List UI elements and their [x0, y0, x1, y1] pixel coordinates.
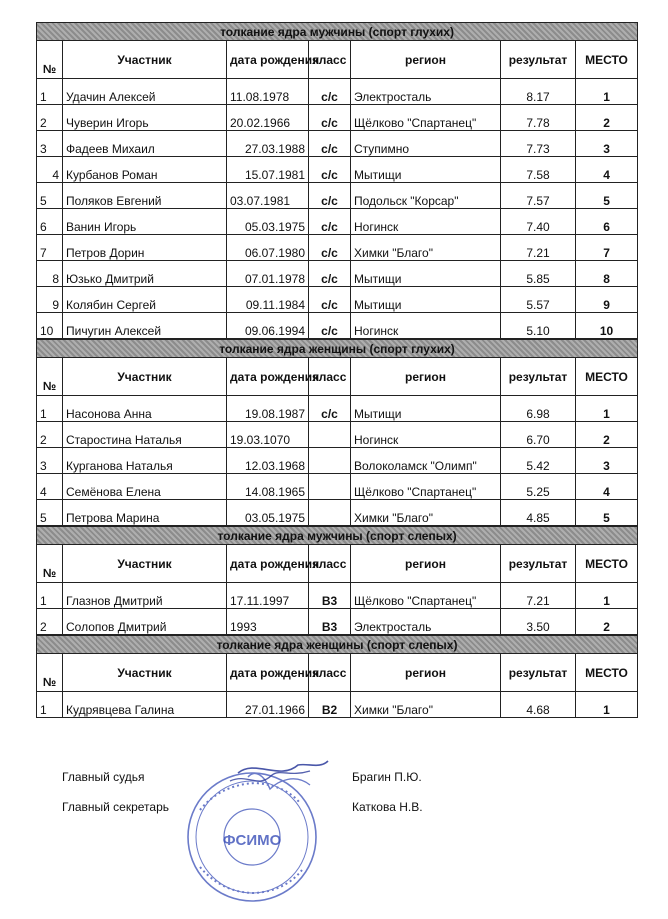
cell-num: 3 [37, 131, 63, 157]
cell-num: 2 [37, 609, 63, 635]
cell-place: 10 [576, 313, 638, 339]
cell-date: 19.03.1070 [227, 422, 309, 448]
table-row [37, 287, 638, 313]
col-date-header: дата рождения [227, 41, 309, 79]
cell-date: 27.01.1966 [227, 692, 309, 718]
cell-date: 27.03.1988 [227, 131, 309, 157]
cell-region: Щёлково "Спартанец" [351, 474, 501, 500]
cell-region: Электросталь [351, 609, 501, 635]
col-name-header: Участник [63, 41, 227, 79]
cell-name: Старостина Наталья [63, 422, 227, 448]
cell-region: Ногинск [351, 422, 501, 448]
cell-date: 09.06.1994 [227, 313, 309, 339]
col-num-header: № [37, 654, 63, 692]
col-class-header: класс [309, 545, 351, 583]
table-row [37, 105, 638, 131]
cell-name: Кудрявцева Галина [63, 692, 227, 718]
cell-result: 5.25 [501, 474, 576, 500]
table-row [37, 422, 638, 448]
table-row [37, 157, 638, 183]
cell-date: 19.08.1987 [227, 396, 309, 422]
table-row [37, 692, 638, 718]
cell-name: Курганова Наталья [63, 448, 227, 474]
cell-num: 7 [37, 235, 63, 261]
cell-num: 4 [37, 474, 63, 500]
cell-place: 5 [576, 183, 638, 209]
cell-place: 4 [576, 474, 638, 500]
section-title: толкание ядра мужчины (спорт слепых) [37, 527, 638, 545]
col-result-header: результат [501, 545, 576, 583]
cell-result: 5.57 [501, 287, 576, 313]
table-row [37, 235, 638, 261]
cell-class: В3 [309, 583, 351, 609]
cell-class: В2 [309, 692, 351, 718]
cell-place: 6 [576, 209, 638, 235]
cell-place: 2 [576, 422, 638, 448]
cell-num: 2 [37, 105, 63, 131]
cell-place: 2 [576, 105, 638, 131]
cell-result: 6.70 [501, 422, 576, 448]
col-place-header: МЕСТО [576, 545, 638, 583]
cell-name: Семёнова Елена [63, 474, 227, 500]
table-row [37, 261, 638, 287]
official-stamp-icon [160, 755, 330, 905]
cell-date: 20.02.1966 [227, 105, 309, 131]
col-name-header: Участник [63, 358, 227, 396]
col-result-header: результат [501, 358, 576, 396]
cell-region: Мытищи [351, 157, 501, 183]
cell-num: 3 [37, 448, 63, 474]
cell-region: Подольск "Корсар" [351, 183, 501, 209]
cell-region: Химки "Благо" [351, 500, 501, 526]
cell-place: 5 [576, 500, 638, 526]
cell-class: с/с [309, 157, 351, 183]
cell-place: 2 [576, 609, 638, 635]
chief-judge-label: Главный судья [62, 770, 145, 784]
table-row [37, 500, 638, 526]
cell-class: с/с [309, 235, 351, 261]
cell-result: 7.58 [501, 157, 576, 183]
col-num-header: № [37, 358, 63, 396]
cell-num: 4 [37, 157, 63, 183]
cell-region: Щёлково "Спартанец" [351, 105, 501, 131]
cell-place: 3 [576, 131, 638, 157]
cell-class: с/с [309, 209, 351, 235]
cell-num: 5 [37, 500, 63, 526]
cell-result: 4.85 [501, 500, 576, 526]
cell-date: 1993 [227, 609, 309, 635]
cell-result: 7.21 [501, 583, 576, 609]
col-place-header: МЕСТО [576, 41, 638, 79]
section-title: толкание ядра мужчины (спорт глухих) [37, 23, 638, 41]
section-women-deaf [36, 339, 638, 526]
cell-region: Мытищи [351, 261, 501, 287]
cell-date: 09.11.1984 [227, 287, 309, 313]
cell-result: 7.21 [501, 235, 576, 261]
cell-region: Электросталь [351, 79, 501, 105]
cell-class: В3 [309, 609, 351, 635]
cell-class: с/с [309, 131, 351, 157]
cell-name: Ванин Игорь [63, 209, 227, 235]
cell-date: 17.11.1997 [227, 583, 309, 609]
table-row [37, 474, 638, 500]
cell-name: Чуверин Игорь [63, 105, 227, 131]
cell-class: с/с [309, 313, 351, 339]
cell-class [309, 500, 351, 526]
cell-region: Ногинск [351, 209, 501, 235]
col-region-header: регион [351, 41, 501, 79]
chief-secretary-label: Главный секретарь [62, 800, 169, 814]
cell-place: 1 [576, 396, 638, 422]
table-row [37, 209, 638, 235]
cell-result: 3.50 [501, 609, 576, 635]
cell-name: Удачин Алексей [63, 79, 227, 105]
cell-date: 11.08.1978 [227, 79, 309, 105]
table-row [37, 583, 638, 609]
cell-result: 5.10 [501, 313, 576, 339]
table-row [37, 131, 638, 157]
col-region-header: регион [351, 654, 501, 692]
col-name-header: Участник [63, 545, 227, 583]
cell-place: 9 [576, 287, 638, 313]
cell-date: 07.01.1978 [227, 261, 309, 287]
cell-name: Глазнов Дмитрий [63, 583, 227, 609]
cell-date: 03.07.1981 [227, 183, 309, 209]
table-row [37, 609, 638, 635]
col-place-header: МЕСТО [576, 654, 638, 692]
col-num-header: № [37, 545, 63, 583]
col-date-header: дата рождения [227, 654, 309, 692]
stamp-center-text: ФСИМО [222, 832, 282, 849]
table-row [37, 448, 638, 474]
section-men-deaf [36, 22, 638, 339]
cell-region: Химки "Благо" [351, 235, 501, 261]
cell-region: Волоколамск "Олимп" [351, 448, 501, 474]
cell-num: 6 [37, 209, 63, 235]
section-title: толкание ядра женщины (спорт глухих) [37, 340, 638, 358]
cell-class: с/с [309, 79, 351, 105]
cell-name: Солопов Дмитрий [63, 609, 227, 635]
cell-result: 5.42 [501, 448, 576, 474]
cell-result: 6.98 [501, 396, 576, 422]
signatures [62, 766, 622, 906]
cell-place: 1 [576, 583, 638, 609]
cell-place: 4 [576, 157, 638, 183]
table-row [37, 79, 638, 105]
cell-class: с/с [309, 396, 351, 422]
cell-class: с/с [309, 105, 351, 131]
section-title: толкание ядра женщины (спорт слепых) [37, 636, 638, 654]
cell-num: 2 [37, 422, 63, 448]
cell-name: Насонова Анна [63, 396, 227, 422]
cell-num: 5 [37, 183, 63, 209]
cell-class: с/с [309, 287, 351, 313]
cell-date: 14.08.1965 [227, 474, 309, 500]
col-place-header: МЕСТО [576, 358, 638, 396]
results-sheet [36, 22, 637, 718]
cell-date: 06.07.1980 [227, 235, 309, 261]
cell-num: 8 [37, 261, 63, 287]
cell-name: Петров Дорин [63, 235, 227, 261]
cell-place: 3 [576, 448, 638, 474]
cell-result: 7.57 [501, 183, 576, 209]
cell-date: 12.03.1968 [227, 448, 309, 474]
cell-place: 1 [576, 79, 638, 105]
cell-region: Ступимно [351, 131, 501, 157]
cell-place: 7 [576, 235, 638, 261]
chief-secretary-name: Каткова Н.В. [352, 800, 423, 814]
cell-class: с/с [309, 183, 351, 209]
cell-region: Химки "Благо" [351, 692, 501, 718]
cell-name: Фадеев Михаил [63, 131, 227, 157]
col-result-header: результат [501, 41, 576, 79]
chief-judge-name: Брагин П.Ю. [352, 770, 422, 784]
cell-name: Колябин Сергей [63, 287, 227, 313]
cell-region: Щёлково "Спартанец" [351, 583, 501, 609]
section-women-blind [36, 635, 638, 718]
cell-result: 5.85 [501, 261, 576, 287]
cell-class [309, 422, 351, 448]
cell-name: Курбанов Роман [63, 157, 227, 183]
section-men-blind [36, 526, 638, 635]
cell-result: 4.68 [501, 692, 576, 718]
cell-place: 1 [576, 692, 638, 718]
table-row [37, 313, 638, 339]
col-region-header: регион [351, 358, 501, 396]
cell-class: с/с [309, 261, 351, 287]
cell-num: 1 [37, 396, 63, 422]
col-result-header: результат [501, 654, 576, 692]
table-row [37, 183, 638, 209]
cell-region: Мытищи [351, 287, 501, 313]
cell-name: Пичугин Алексей [63, 313, 227, 339]
cell-date: 03.05.1975 [227, 500, 309, 526]
cell-result: 7.73 [501, 131, 576, 157]
col-class-header: класс [309, 41, 351, 79]
cell-result: 8.17 [501, 79, 576, 105]
cell-date: 15.07.1981 [227, 157, 309, 183]
col-name-header: Участник [63, 654, 227, 692]
col-class-header: класс [309, 654, 351, 692]
cell-result: 7.40 [501, 209, 576, 235]
cell-result: 7.78 [501, 105, 576, 131]
col-class-header: класс [309, 358, 351, 396]
cell-name: Поляков Евгений [63, 183, 227, 209]
cell-num: 1 [37, 79, 63, 105]
cell-date: 05.03.1975 [227, 209, 309, 235]
col-num-header: № [37, 41, 63, 79]
cell-name: Юзько Дмитрий [63, 261, 227, 287]
cell-num: 10 [37, 313, 63, 339]
cell-place: 8 [576, 261, 638, 287]
cell-num: 9 [37, 287, 63, 313]
col-region-header: регион [351, 545, 501, 583]
cell-num: 1 [37, 583, 63, 609]
col-date-header: дата рождения [227, 545, 309, 583]
cell-region: Мытищи [351, 396, 501, 422]
col-date-header: дата рождения [227, 358, 309, 396]
cell-region: Ногинск [351, 313, 501, 339]
cell-num: 1 [37, 692, 63, 718]
cell-class [309, 448, 351, 474]
cell-name: Петрова Марина [63, 500, 227, 526]
cell-class [309, 474, 351, 500]
table-row [37, 396, 638, 422]
